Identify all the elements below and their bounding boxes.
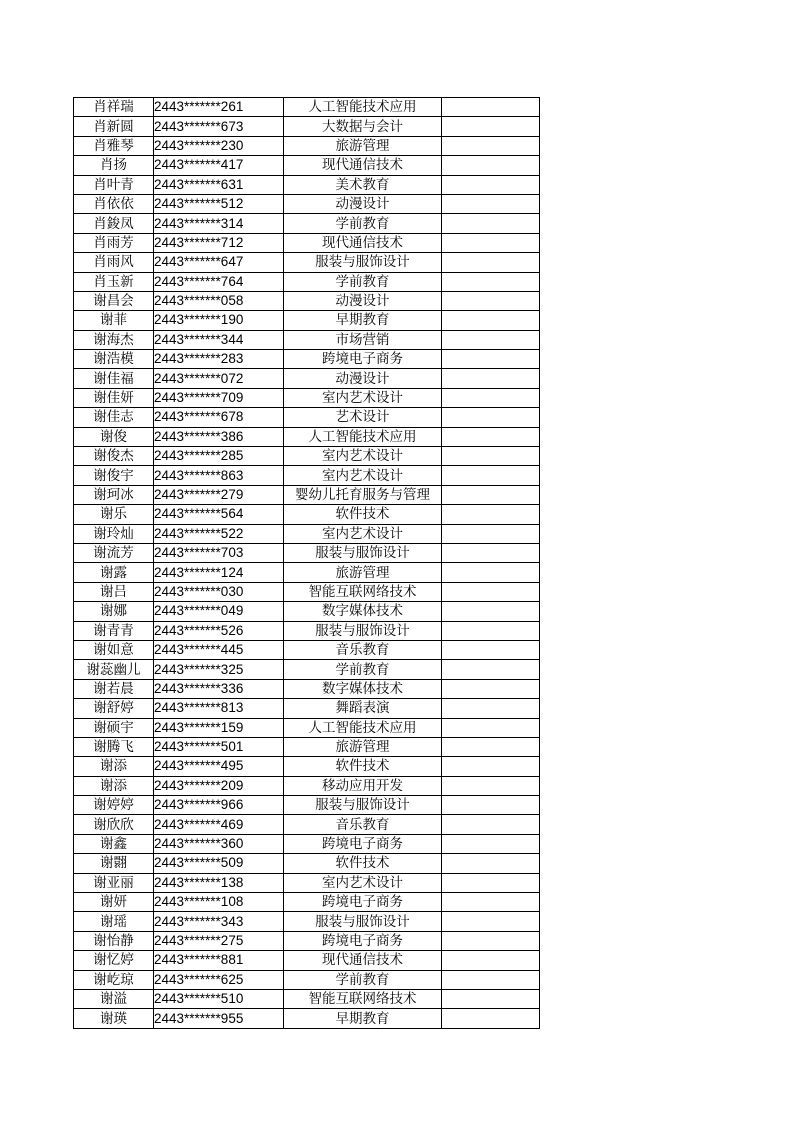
student-name-cell: 谢亚丽 xyxy=(74,873,154,892)
empty-cell xyxy=(442,582,540,601)
student-id-cell: 2443*******314 xyxy=(154,214,284,233)
student-id-cell: 2443*******647 xyxy=(154,253,284,272)
major-cell: 学前教育 xyxy=(284,660,442,679)
table-row xyxy=(74,815,540,834)
empty-cell xyxy=(442,427,540,446)
student-id-cell: 2443*******209 xyxy=(154,776,284,795)
table-row xyxy=(74,582,540,601)
empty-cell xyxy=(442,524,540,543)
major-cell: 动漫设计 xyxy=(284,291,442,310)
student-id-cell: 2443*******966 xyxy=(154,796,284,815)
student-id-cell: 2443*******881 xyxy=(154,951,284,970)
major-cell: 软件技术 xyxy=(284,854,442,873)
student-name-cell: 谢菲 xyxy=(74,311,154,330)
empty-cell xyxy=(442,951,540,970)
major-cell: 数字媒体技术 xyxy=(284,679,442,698)
student-name-cell: 谢鑫 xyxy=(74,834,154,853)
empty-cell xyxy=(442,660,540,679)
roster-body xyxy=(74,98,540,1029)
student-name-cell: 谢昌会 xyxy=(74,291,154,310)
student-name-cell: 谢佳妍 xyxy=(74,388,154,407)
student-id-cell: 2443*******190 xyxy=(154,311,284,330)
empty-cell xyxy=(442,854,540,873)
major-cell: 服装与服饰设计 xyxy=(284,912,442,931)
table-row xyxy=(74,369,540,388)
table-row xyxy=(74,175,540,194)
student-id-cell: 2443*******336 xyxy=(154,679,284,698)
student-name-cell: 谢添 xyxy=(74,776,154,795)
major-cell: 软件技术 xyxy=(284,757,442,776)
student-roster-table xyxy=(73,97,540,1029)
major-cell: 学前教育 xyxy=(284,214,442,233)
major-cell: 早期教育 xyxy=(284,1009,442,1028)
student-name-cell: 谢佳志 xyxy=(74,408,154,427)
student-id-cell: 2443*******564 xyxy=(154,505,284,524)
major-cell: 大数据与会计 xyxy=(284,117,442,136)
table-row xyxy=(74,524,540,543)
empty-cell xyxy=(442,194,540,213)
empty-cell xyxy=(442,912,540,931)
student-name-cell: 谢翾 xyxy=(74,854,154,873)
major-cell: 跨境电子商务 xyxy=(284,834,442,853)
student-id-cell: 2443*******764 xyxy=(154,272,284,291)
table-row xyxy=(74,970,540,989)
student-id-cell: 2443*******501 xyxy=(154,737,284,756)
empty-cell xyxy=(442,543,540,562)
empty-cell xyxy=(442,699,540,718)
table-row xyxy=(74,931,540,950)
major-cell: 跨境电子商务 xyxy=(284,350,442,369)
student-name-cell: 谢流芳 xyxy=(74,543,154,562)
empty-cell xyxy=(442,989,540,1008)
student-name-cell: 谢露 xyxy=(74,563,154,582)
major-cell: 数字媒体技术 xyxy=(284,602,442,621)
major-cell: 跨境电子商务 xyxy=(284,893,442,912)
major-cell: 动漫设计 xyxy=(284,369,442,388)
major-cell: 智能互联网络技术 xyxy=(284,582,442,601)
student-name-cell: 谢腾飞 xyxy=(74,737,154,756)
table-row xyxy=(74,311,540,330)
student-id-cell: 2443*******108 xyxy=(154,893,284,912)
major-cell: 学前教育 xyxy=(284,970,442,989)
student-id-cell: 2443*******283 xyxy=(154,350,284,369)
empty-cell xyxy=(442,214,540,233)
empty-cell xyxy=(442,117,540,136)
table-row xyxy=(74,757,540,776)
student-name-cell: 肖叶青 xyxy=(74,175,154,194)
empty-cell xyxy=(442,1009,540,1028)
student-name-cell: 谢佳福 xyxy=(74,369,154,388)
table-row xyxy=(74,350,540,369)
major-cell: 室内艺术设计 xyxy=(284,524,442,543)
student-id-cell: 2443*******703 xyxy=(154,543,284,562)
table-row xyxy=(74,388,540,407)
student-name-cell: 谢如意 xyxy=(74,640,154,659)
table-row xyxy=(74,796,540,815)
student-name-cell: 肖雅琴 xyxy=(74,136,154,155)
major-cell: 学前教育 xyxy=(284,272,442,291)
major-cell: 旅游管理 xyxy=(284,136,442,155)
table-row xyxy=(74,776,540,795)
student-name-cell: 谢屹琼 xyxy=(74,970,154,989)
student-name-cell: 肖依依 xyxy=(74,194,154,213)
table-row xyxy=(74,485,540,504)
student-id-cell: 2443*******512 xyxy=(154,194,284,213)
major-cell: 舞蹈表演 xyxy=(284,699,442,718)
empty-cell xyxy=(442,679,540,698)
student-id-cell: 2443*******469 xyxy=(154,815,284,834)
table-row xyxy=(74,660,540,679)
major-cell: 美术教育 xyxy=(284,175,442,194)
student-id-cell: 2443*******285 xyxy=(154,447,284,466)
student-id-cell: 2443*******343 xyxy=(154,912,284,931)
table-row xyxy=(74,640,540,659)
table-row xyxy=(74,98,540,117)
empty-cell xyxy=(442,640,540,659)
student-id-cell: 2443*******325 xyxy=(154,660,284,679)
student-name-cell: 谢瑛 xyxy=(74,1009,154,1028)
major-cell: 旅游管理 xyxy=(284,563,442,582)
empty-cell xyxy=(442,873,540,892)
table-row xyxy=(74,951,540,970)
major-cell: 服装与服饰设计 xyxy=(284,621,442,640)
major-cell: 服装与服饰设计 xyxy=(284,253,442,272)
student-id-cell: 2443*******673 xyxy=(154,117,284,136)
student-name-cell: 谢俊宇 xyxy=(74,466,154,485)
student-name-cell: 谢欣欣 xyxy=(74,815,154,834)
student-name-cell: 肖扬 xyxy=(74,156,154,175)
student-id-cell: 2443*******058 xyxy=(154,291,284,310)
empty-cell xyxy=(442,233,540,252)
student-id-cell: 2443*******049 xyxy=(154,602,284,621)
table-row xyxy=(74,543,540,562)
student-name-cell: 肖鋑凤 xyxy=(74,214,154,233)
student-name-cell: 谢蕊幽儿 xyxy=(74,660,154,679)
major-cell: 旅游管理 xyxy=(284,737,442,756)
student-name-cell: 肖祥瑞 xyxy=(74,98,154,117)
major-cell: 软件技术 xyxy=(284,505,442,524)
empty-cell xyxy=(442,156,540,175)
empty-cell xyxy=(442,447,540,466)
empty-cell xyxy=(442,466,540,485)
empty-cell xyxy=(442,776,540,795)
empty-cell xyxy=(442,311,540,330)
major-cell: 移动应用开发 xyxy=(284,776,442,795)
student-name-cell: 谢舒婷 xyxy=(74,699,154,718)
major-cell: 市场营销 xyxy=(284,330,442,349)
major-cell: 现代通信技术 xyxy=(284,233,442,252)
table-row xyxy=(74,834,540,853)
student-name-cell: 谢怡静 xyxy=(74,931,154,950)
student-id-cell: 2443*******072 xyxy=(154,369,284,388)
student-name-cell: 谢溢 xyxy=(74,989,154,1008)
student-id-cell: 2443*******509 xyxy=(154,854,284,873)
empty-cell xyxy=(442,291,540,310)
table-row xyxy=(74,156,540,175)
student-name-cell: 谢俊杰 xyxy=(74,447,154,466)
student-name-cell: 谢娜 xyxy=(74,602,154,621)
student-name-cell: 谢玲灿 xyxy=(74,524,154,543)
empty-cell xyxy=(442,834,540,853)
major-cell: 室内艺术设计 xyxy=(284,447,442,466)
major-cell: 现代通信技术 xyxy=(284,156,442,175)
major-cell: 现代通信技术 xyxy=(284,951,442,970)
student-name-cell: 谢海杰 xyxy=(74,330,154,349)
major-cell: 艺术设计 xyxy=(284,408,442,427)
table-row xyxy=(74,679,540,698)
student-id-cell: 2443*******522 xyxy=(154,524,284,543)
table-row xyxy=(74,427,540,446)
major-cell: 人工智能技术应用 xyxy=(284,718,442,737)
table-row xyxy=(74,214,540,233)
student-name-cell: 谢添 xyxy=(74,757,154,776)
student-id-cell: 2443*******386 xyxy=(154,427,284,446)
student-id-cell: 2443*******712 xyxy=(154,233,284,252)
major-cell: 服装与服饰设计 xyxy=(284,796,442,815)
table-row xyxy=(74,253,540,272)
student-name-cell: 谢硕宇 xyxy=(74,718,154,737)
empty-cell xyxy=(442,408,540,427)
student-id-cell: 2443*******030 xyxy=(154,582,284,601)
major-cell: 室内艺术设计 xyxy=(284,388,442,407)
table-row xyxy=(74,408,540,427)
table-row xyxy=(74,194,540,213)
table-row xyxy=(74,699,540,718)
major-cell: 人工智能技术应用 xyxy=(284,427,442,446)
table-row xyxy=(74,466,540,485)
empty-cell xyxy=(442,369,540,388)
empty-cell xyxy=(442,718,540,737)
table-row xyxy=(74,136,540,155)
table-row xyxy=(74,989,540,1008)
student-id-cell: 2443*******631 xyxy=(154,175,284,194)
student-name-cell: 肖新圆 xyxy=(74,117,154,136)
student-name-cell: 肖雨芳 xyxy=(74,233,154,252)
empty-cell xyxy=(442,563,540,582)
empty-cell xyxy=(442,136,540,155)
student-id-cell: 2443*******510 xyxy=(154,989,284,1008)
student-id-cell: 2443*******955 xyxy=(154,1009,284,1028)
table-row xyxy=(74,718,540,737)
major-cell: 智能互联网络技术 xyxy=(284,989,442,1008)
empty-cell xyxy=(442,796,540,815)
student-name-cell: 谢若晨 xyxy=(74,679,154,698)
table-row xyxy=(74,854,540,873)
empty-cell xyxy=(442,602,540,621)
empty-cell xyxy=(442,757,540,776)
student-id-cell: 2443*******344 xyxy=(154,330,284,349)
student-name-cell: 谢忆婷 xyxy=(74,951,154,970)
table-row xyxy=(74,873,540,892)
table-row xyxy=(74,233,540,252)
student-name-cell: 谢吕 xyxy=(74,582,154,601)
student-id-cell: 2443*******813 xyxy=(154,699,284,718)
table-row xyxy=(74,1009,540,1028)
empty-cell xyxy=(442,505,540,524)
student-id-cell: 2443*******495 xyxy=(154,757,284,776)
major-cell: 音乐教育 xyxy=(284,640,442,659)
student-id-cell: 2443*******445 xyxy=(154,640,284,659)
major-cell: 早期教育 xyxy=(284,311,442,330)
student-id-cell: 2443*******526 xyxy=(154,621,284,640)
student-id-cell: 2443*******230 xyxy=(154,136,284,155)
major-cell: 音乐教育 xyxy=(284,815,442,834)
student-id-cell: 2443*******417 xyxy=(154,156,284,175)
student-name-cell: 谢俊 xyxy=(74,427,154,446)
major-cell: 跨境电子商务 xyxy=(284,931,442,950)
empty-cell xyxy=(442,175,540,194)
table-row xyxy=(74,737,540,756)
major-cell: 室内艺术设计 xyxy=(284,873,442,892)
student-name-cell: 谢珂冰 xyxy=(74,485,154,504)
empty-cell xyxy=(442,350,540,369)
table-row xyxy=(74,563,540,582)
student-id-cell: 2443*******159 xyxy=(154,718,284,737)
student-id-cell: 2443*******709 xyxy=(154,388,284,407)
table-row xyxy=(74,621,540,640)
student-id-cell: 2443*******138 xyxy=(154,873,284,892)
empty-cell xyxy=(442,98,540,117)
major-cell: 动漫设计 xyxy=(284,194,442,213)
student-name-cell: 谢浩模 xyxy=(74,350,154,369)
student-name-cell: 谢瑶 xyxy=(74,912,154,931)
student-id-cell: 2443*******625 xyxy=(154,970,284,989)
empty-cell xyxy=(442,970,540,989)
table-row xyxy=(74,447,540,466)
student-name-cell: 谢乐 xyxy=(74,505,154,524)
empty-cell xyxy=(442,815,540,834)
student-name-cell: 谢婷婷 xyxy=(74,796,154,815)
student-id-cell: 2443*******279 xyxy=(154,485,284,504)
student-id-cell: 2443*******863 xyxy=(154,466,284,485)
table-row xyxy=(74,117,540,136)
student-id-cell: 2443*******261 xyxy=(154,98,284,117)
empty-cell xyxy=(442,330,540,349)
major-cell: 婴幼儿托育服务与管理 xyxy=(284,485,442,504)
student-id-cell: 2443*******360 xyxy=(154,834,284,853)
table-row xyxy=(74,505,540,524)
table-row xyxy=(74,291,540,310)
major-cell: 人工智能技术应用 xyxy=(284,98,442,117)
empty-cell xyxy=(442,893,540,912)
table-row xyxy=(74,330,540,349)
major-cell: 室内艺术设计 xyxy=(284,466,442,485)
empty-cell xyxy=(442,931,540,950)
student-name-cell: 肖玉新 xyxy=(74,272,154,291)
empty-cell xyxy=(442,272,540,291)
empty-cell xyxy=(442,388,540,407)
student-id-cell: 2443*******678 xyxy=(154,408,284,427)
empty-cell xyxy=(442,737,540,756)
student-id-cell: 2443*******275 xyxy=(154,931,284,950)
table-row xyxy=(74,893,540,912)
empty-cell xyxy=(442,253,540,272)
table-row xyxy=(74,272,540,291)
student-name-cell: 谢青青 xyxy=(74,621,154,640)
empty-cell xyxy=(442,621,540,640)
student-name-cell: 肖雨风 xyxy=(74,253,154,272)
major-cell: 服装与服饰设计 xyxy=(284,543,442,562)
student-id-cell: 2443*******124 xyxy=(154,563,284,582)
student-name-cell: 谢妍 xyxy=(74,893,154,912)
table-row xyxy=(74,602,540,621)
empty-cell xyxy=(442,485,540,504)
table-row xyxy=(74,912,540,931)
